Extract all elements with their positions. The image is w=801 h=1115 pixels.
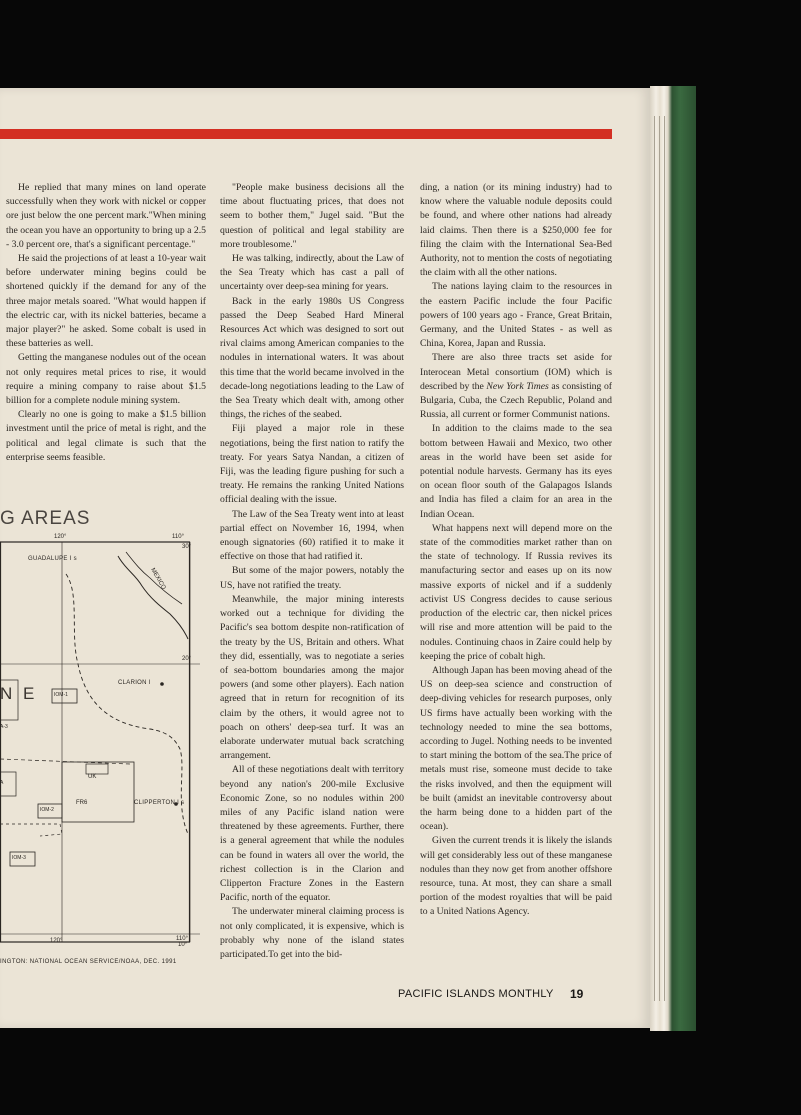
iom-2-label: IOM-2 xyxy=(40,807,54,813)
fr-label: FR6 xyxy=(76,800,88,806)
paragraph: He replied that many mines on land operate successfully when they work with nickel or copper ore just below the one percent mark."When mining the ocean you have an opportunity to bring up a 2.5 - 3.0 percent ore, that's a significant percentage." xyxy=(6,182,206,250)
map-lon-label-bottom-right: 110° xyxy=(176,936,188,942)
uk-claim-area xyxy=(86,764,108,774)
fr-claim-area xyxy=(62,762,134,822)
mexico-label: MEXICO xyxy=(149,567,167,591)
paragraph: The underwater mineral claiming process is not only complicated, it is expensive, which is probably why none of the island states participated.To get into the bid- xyxy=(220,906,404,960)
left-claim-a-label: A-3 xyxy=(0,724,8,730)
publication-name-footer: PACIFIC ISLANDS MONTHLY xyxy=(398,988,554,1000)
map-frame xyxy=(1,542,190,942)
claim-boundary xyxy=(0,759,130,764)
claim-boundary-lower xyxy=(0,824,62,836)
uk-label: UK xyxy=(88,774,97,780)
map-title: G AREAS xyxy=(0,508,91,529)
paragraph: But some of the major powers, notably the US, have not ratified the treaty. xyxy=(220,565,404,591)
paragraph: Given the current trends it is likely the islands will get considerably less out of these manganese nodules than they now get from another offshore resource, tuna. At most, they can share a small portion of the modest royalties that will be paid to a United Nations Agency. xyxy=(420,835,612,918)
paragraph: The Law of the Sea Treaty went into at least partial effect on November 16, 1994, when enough signatories (60) ratified it to make it effective on those that had ratified it. xyxy=(220,508,404,563)
paragraph: Fiji played a major role in these negotiations, being the first nation to ratify the treaty. For years Satya Nandan, a citizen of Fiji, was the leading figure pushing for such a treaty. He remains the ranking United Nations official dealing with the issue. xyxy=(220,423,404,506)
paragraph: Although Japan has been moving ahead of the US on deep-sea science and construction of deep-diving vehicles for research purposes, only US firms have actually been working with the technology needed to mine the sea bottoms, according to Jugel. Nothing needs to be invented to start mining the bottom of the sea.The price of metals must rise, someone must decide to take the risks involved, and then the equipment will be built (amidst an inevitable controversy about the harm being done to a hidden part of the ocean). xyxy=(420,664,612,833)
paragraph: Getting the manganese nodules out of the ocean not only requires metal prices to rise, it would require a mining company to raise about $1.5 billion for a complete nodule mining system. xyxy=(6,352,206,407)
map-lat-label-20: 20° xyxy=(182,656,192,662)
paragraph: ding, a nation (or its mining industry) had to know where the valuable nodule deposits could be found, and where other nations had already laid claims. Then there is a $250,000 fee for filing the claim with the International Sea-Bed Authority, not to mention the costs of negotiating the claim with all the other nations. xyxy=(420,182,612,279)
paragraph: Meanwhile, the major mining interests worked out a technique for dividing the Pacific's sea bottom despite non-ratification of the treaty by the US, Britain and others. What they did, essentially, was to negotiate a series of sea-bottom boundaries among the major powers (and some other players). Each nation agreed that in return for recognition of its claim by the others, it would agree not to poach on others' deep-sea turf. It was an elaborate underwater mutual back scratching arrangement. xyxy=(220,593,404,762)
paragraph: He was talking, indirectly, about the Law of the Sea Treaty which has cast a pall of uncertainty over deep-sea mining for years. xyxy=(220,253,404,293)
clarion-label: CLARION I xyxy=(118,680,151,686)
zone-letters: N E xyxy=(0,684,38,703)
map-credit: INGTON: NATIONAL OCEAN SERVICE/NOAA, DEC. 1991 xyxy=(0,959,177,965)
publication-name: New York Times xyxy=(486,380,549,392)
paragraph: "People make business decisions all the time about fluctuating prices, that does not seem to bother them," Jugel said. "But the question of political and legal stability are more troublesome." xyxy=(220,182,404,250)
header-rule xyxy=(0,129,612,139)
left-claim-b-label: A xyxy=(0,780,4,786)
map-lat-label-10: 10° xyxy=(178,942,188,948)
paragraph: In addition to the claims made to the sea bottom between Hawaii and Mexico, two other areas in the world have been set aside for potential nodule harvests. Germany has its eyes on ocean floor south of the Galapagos Islands and India has filed a claim for an area in the Indian Ocean. xyxy=(420,423,612,520)
paragraph: All of these negotiations dealt with territory beyond any nation's 200-mile Exclusive Economic Zone, so no nodules within 200 miles of any Pacific island nation were threatened by these agreements. Further, there is a general agreement that while the nodules can be found in waters all over the world, the richest collection is in the Clarion and Clipperton Fracture Zones in the Eastern Pacific, north of the equator. xyxy=(220,764,404,904)
map-lon-label-bottom-left: 120° xyxy=(50,938,63,944)
paragraph: Clearly no one is going to make a $1.5 billion investment until the price of metal is right, and the political and legal climate is such that the enterprise seems feasible. xyxy=(6,409,206,463)
map-lon-label-left: 120° xyxy=(54,534,67,540)
paragraph: The nations laying claim to the resources in the eastern Pacific include the four Pacific powers of 100 years ago - France, Great Britain, Germany, and the United States - as well as China, Korea, Japan and Russia. xyxy=(420,281,612,350)
iom-3-label: IOM-3 xyxy=(12,855,26,861)
text-run: as consisting of Bulgaria, Cuba, the Czech Republic, Poland and Russia, all current or former Communist nations. xyxy=(420,380,613,421)
map-lon-label-right: 110° xyxy=(172,534,184,540)
article-column-1 xyxy=(0,181,206,465)
clipperton-label: CLIPPERTON I s xyxy=(134,800,185,806)
eez-boundary xyxy=(66,574,188,834)
page-number: 19 xyxy=(570,987,584,1001)
paragraph: He said the projections of at least a 10-year wait before underwater mining begins could be shortened quickly if the demand for any of the three major metals soared. "What would happen if the electric car, with its nickel batteries, became a major player?" he asked. Some cobalt is used in these batteries as well. xyxy=(6,253,206,350)
article-column-2 xyxy=(220,181,404,962)
article-column-3 xyxy=(420,181,612,920)
mining-areas-map xyxy=(0,534,200,952)
guadalupe-label: GUADALUPE I s xyxy=(28,556,77,562)
paragraph: What happens next will depend more on the state of the commodities market rather than on the state of technology. If Russia revives its manufacturing sector and eases up on its now massive exports of nickel and if a suddenly activist US Congress decides to cause serious production of the electric car, then nickel prices will rise and more attention will be paid to the nodules. Continuing chaos in Zaire could help by keeping the price of cobalt high. xyxy=(420,522,612,662)
map-lat-label-30: 30° xyxy=(182,544,192,550)
paragraph: Back in the early 1980s US Congress passed the Deep Seabed Hard Mineral Resources Act which was designed to sort out rival claims among American companies to the nodules in international waters. It was about this time that the world became involved in the decade-long negotiations leading to the Law of the Sea Treaty which dealt with, among other things, the riches of the seabed. xyxy=(220,295,404,421)
paragraph xyxy=(420,351,612,422)
book-spine xyxy=(650,86,696,1031)
iom-1-label: IOM-1 xyxy=(54,692,68,698)
clarion-island-marker xyxy=(161,683,164,686)
text-run: There are also three tracts set aside for Interocean Metal consortium (IOM) which is described by the xyxy=(420,352,612,392)
